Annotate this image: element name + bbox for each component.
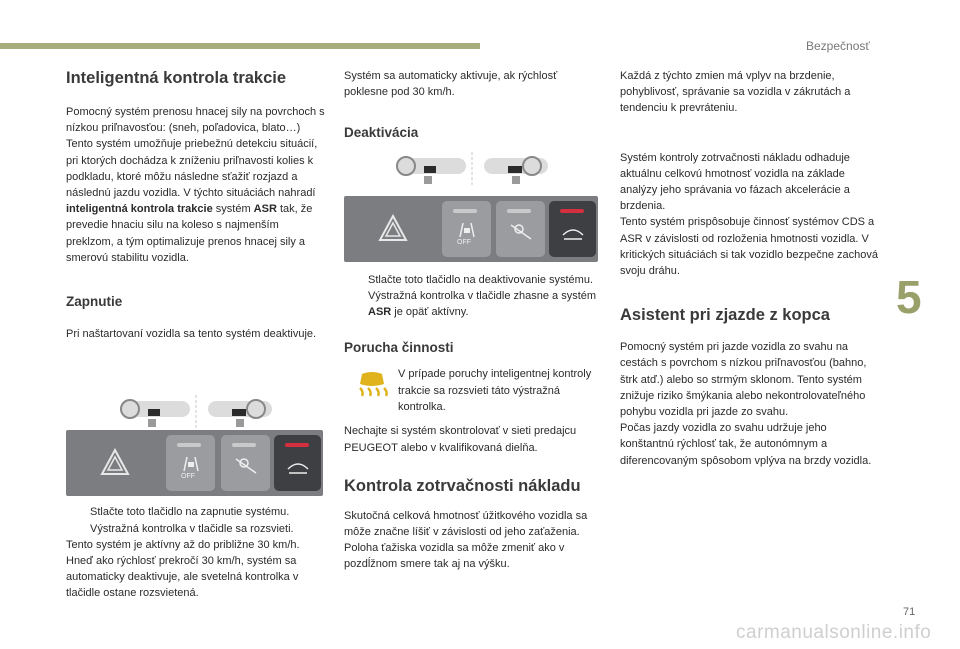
bullet-disable: Stlačte toto tlačidlo na deaktivovanie systému. Výstražná kontrolka v tlačidle zhasne a systém ASR je opäť aktívny. xyxy=(368,273,597,319)
after-enable-text: Tento systém je aktívny až do približne 30 km/h. Hneď ako rýchlosť prekročí 30 km/h, systém sa automaticky deaktivuje, ale svetelná kontrolka v tlačidle ostane rozsvietená. xyxy=(66,538,300,600)
bullet-enable: Stlačte toto tlačidlo na zapnutie systému. Výstražná kontrolka v tlačidle sa rozsvieti. xyxy=(90,506,294,535)
top-accent-bar xyxy=(0,43,480,49)
traction-warning-icon xyxy=(354,370,390,404)
kontrola-text: Skutočná celková hmotnosť úžitkového vozidla sa môže značne líšiť v závislosti od jeho zaťaženia. Poloha ťažiska vozidla sa môže zmeniť ako v pozdĺžnom smere tak aj na výšku. xyxy=(344,509,588,571)
hill-descent-icon xyxy=(234,455,258,475)
off-label: OFF xyxy=(457,239,471,246)
auto-activation-text: Systém sa automaticky aktivuje, ak rýchlosť poklesne pod 30 km/h. xyxy=(344,70,558,99)
lane-off-button[interactable] xyxy=(442,201,491,257)
text-2b: Tento systém prispôsobuje činnosť systémov CDS a ASR v závislosti od rozloženia hmotnosti vozidla. V kritických situáciách si tak vozidlo bezpečne zachová svoju dráhu. xyxy=(620,216,879,278)
column-1 xyxy=(66,68,328,602)
heading-zapnutie: Zapnutie xyxy=(66,294,123,310)
title-traction-control: Inteligentná kontrola trakcie xyxy=(66,69,287,87)
lane-assist-icon xyxy=(458,221,476,239)
text-2a: Systém kontroly zotrvačnosti nákladu odhaduje aktuálnu celkovú hmotnosť vozidla na základe analýzy jeho správania vo fázach akcelerácie a brzdenia. xyxy=(620,151,850,213)
zapnutie-text: Pri naštartovaní vozidla sa tento systém deaktivuje. xyxy=(66,328,317,341)
heading-asistent: Asistent pri zjazde z kopca xyxy=(620,306,830,325)
intro-text: Pomocný systém prenosu hnacej sily na povrchoch s nízkou priľnavosťou: (sneh, poľadovica, blato…) xyxy=(66,106,325,135)
heading-kontrola: Kontrola zotrvačnosti nákladu xyxy=(344,476,581,495)
asistent-text-2: Počas jazdy vozidla zo svahu udržuje jeho konštantnú rýchlosť tak, že autonómnym a diferencovaným spôsobom vplýva na brzdy vozidla. xyxy=(620,422,872,467)
section-label: Bezpečnosť xyxy=(806,39,870,53)
description-text: Tento systém umožňuje priebežnú detekciu situácií, pri ktorých dochádza k zníženiu priľnavosti kolies k podkladu, ktoré môžu následne sťažiť rozjazd a následnú jazdu vozidla. V týchto situáciách nahradí inteligentná kontrola trakcie systém ASR tak, že prevedie hnaciu silu na koleso s najmenším preklzom, a tým optimalizuje prenos hnacej sily a smerovú stabilitu vozidla. xyxy=(66,138,318,264)
hazard-warning-icon xyxy=(378,214,408,242)
lane-off-button[interactable] xyxy=(166,435,215,491)
steering-illustration-1 xyxy=(116,393,276,434)
traction-control-icon xyxy=(285,457,311,475)
watermark: carmanualsonline.info xyxy=(736,622,932,643)
traction-control-button[interactable] xyxy=(549,201,596,257)
traction-control-icon xyxy=(560,223,586,241)
hill-descent-button[interactable] xyxy=(221,435,270,491)
column-2 xyxy=(344,68,604,573)
hill-descent-button[interactable] xyxy=(496,201,545,257)
hill-descent-icon xyxy=(509,221,533,241)
button-panel-2 xyxy=(344,196,598,262)
lane-assist-icon xyxy=(182,455,200,473)
steering-illustration-2 xyxy=(392,150,552,191)
asistent-text-1: Pomocný systém pri jazde vozidla zo svahu na cestách s povrchom s nízkou priľnavosťou (bahno, štrk atď.) alebo so strmým sklonom. Tento systém znižuje riziko šmýkania alebo nekontrolovateľného pohybu vozidla pri jazde zo svahu. xyxy=(620,341,867,419)
porucha-text-2: Nechajte si systém skontrolovať v sieti predajcu PEUGEOT alebo v kvalifikovaná dielňa. xyxy=(344,425,577,454)
traction-control-button[interactable] xyxy=(274,435,321,491)
heading-porucha: Porucha činnosti xyxy=(344,340,454,356)
page-number: 71 xyxy=(903,606,916,618)
hazard-warning-icon xyxy=(100,448,130,476)
column-3 xyxy=(620,68,878,469)
off-label: OFF xyxy=(181,473,195,480)
heading-deaktivacia: Deaktivácia xyxy=(344,125,419,141)
button-panel-1 xyxy=(66,430,323,496)
porucha-text: V prípade poruchy inteligentnej kontroly trakcie sa rozsvieti táto výstražná kontrolka. xyxy=(398,368,592,413)
text-1: Každá z týchto zmien má vplyv na brzdenie, pohyblivosť, správanie sa vozidla v zákrutách a tendenciu k prevráteniu. xyxy=(620,70,851,115)
chapter-number: 5 xyxy=(896,271,922,323)
